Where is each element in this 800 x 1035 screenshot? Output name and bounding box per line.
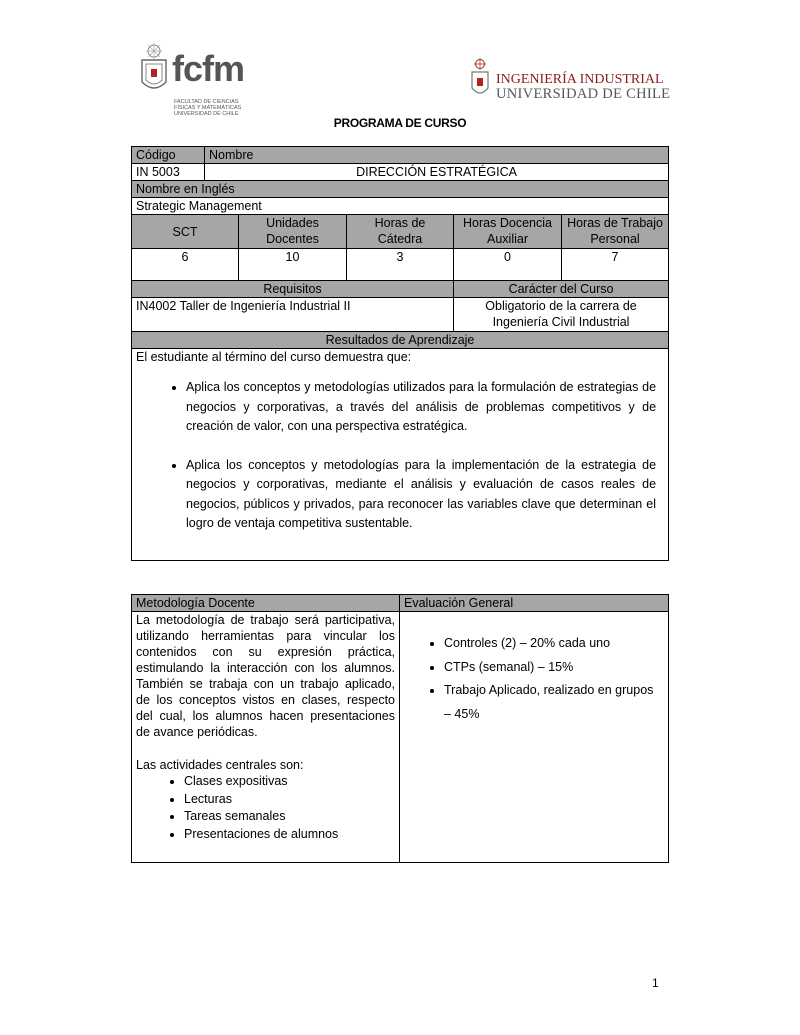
english-name-label: Nombre en Inglés bbox=[132, 181, 669, 198]
list-item: • Aplica los conceptos y metodologías para la implementación de la estrategia de negocios y corporativas, mediante el análisis y evaluación de casos reales de negocios, públicos y privados, para reconocer las variables clave que determinan el logro de ventaja competitiva sustentable. bbox=[186, 456, 656, 534]
course-code: IN 5003 bbox=[132, 164, 205, 181]
lecture-hours-value: 3 bbox=[347, 249, 454, 281]
character-label: Carácter del Curso bbox=[454, 281, 669, 298]
evaluation-cell bbox=[400, 612, 669, 863]
list-item: • Presentaciones de alumnos bbox=[184, 826, 395, 844]
results-intro: El estudiante al término del curso demuestra que: bbox=[136, 350, 412, 364]
evaluation-list bbox=[404, 632, 664, 726]
results-label: Resultados de Aprendizaje bbox=[132, 332, 669, 349]
units-value: 10 bbox=[239, 249, 347, 281]
sct-value: 6 bbox=[132, 249, 239, 281]
methodology-text: La metodología de trabajo será participativa, utilizando herramientas para vincular los contenidos con su expresión práctica, estimulando la interacción con los alumnos. También se trabaja con un trabajo aplicado, de los conceptos vistos en clases, respecto del cual, los alumnos hacen presentaciones de avance periódicas. bbox=[136, 613, 395, 739]
page-title: PROGRAMA DE CURSO bbox=[333, 116, 467, 130]
personal-hours-value: 7 bbox=[562, 249, 669, 281]
logo-line-2: UNIVERSIDAD DE CHILE bbox=[496, 86, 671, 102]
name-label: Nombre bbox=[205, 147, 669, 164]
results-list bbox=[136, 378, 664, 534]
logo-line-1: INGENIERÍA INDUSTRIAL bbox=[496, 72, 664, 87]
methodology-label: Metodología Docente bbox=[132, 595, 400, 612]
english-name: Strategic Management bbox=[132, 198, 669, 215]
university-shield-icon bbox=[138, 42, 170, 100]
university-shield-icon bbox=[470, 58, 490, 100]
list-item: • Clases expositivas bbox=[184, 773, 395, 791]
fcfm-logo bbox=[138, 42, 268, 120]
units-label: Unidades Docentes bbox=[239, 215, 347, 249]
activities-list bbox=[136, 773, 395, 843]
lecture-hours-label: Horas de Cátedra bbox=[347, 215, 454, 249]
evaluation-label: Evaluación General bbox=[400, 595, 669, 612]
requisites-value: IN4002 Taller de Ingeniería Industrial II bbox=[132, 298, 454, 332]
course-info-table bbox=[131, 146, 669, 561]
list-item: • CTPs (semanal) – 15% bbox=[444, 656, 660, 680]
activities-intro: Las actividades centrales son: bbox=[136, 758, 304, 772]
fcfm-wordmark: fcfm bbox=[172, 48, 245, 89]
methodology-evaluation-table bbox=[131, 594, 669, 863]
list-item: • Lecturas bbox=[184, 791, 395, 809]
methodology-cell bbox=[132, 612, 400, 863]
requisites-label: Requisitos bbox=[132, 281, 454, 298]
ingenieria-industrial-logo bbox=[470, 58, 670, 104]
aux-hours-label: Horas Docencia Auxiliar bbox=[454, 215, 562, 249]
code-label: Código bbox=[132, 147, 205, 164]
personal-hours-label: Horas de Trabajo Personal bbox=[562, 215, 669, 249]
results-cell bbox=[132, 349, 669, 561]
list-item: • Trabajo Aplicado, realizado en grupos – 45% bbox=[444, 679, 660, 726]
aux-hours-value: 0 bbox=[454, 249, 562, 281]
page-number: 1 bbox=[652, 976, 659, 990]
list-item: • Tareas semanales bbox=[184, 808, 395, 826]
faculty-subtitle: FACULTAD DE CIENCIAS FÍSICAS Y MATEMÁTICAS UNIVERSIDAD DE CHILE bbox=[174, 99, 242, 117]
character-value: Obligatorio de la carrera de Ingeniería Civil Industrial bbox=[454, 298, 669, 332]
course-name: DIRECCIÓN ESTRATÉGICA bbox=[205, 164, 669, 181]
sct-label: SCT bbox=[132, 215, 239, 249]
list-item: • Controles (2) – 20% cada uno bbox=[444, 632, 660, 656]
list-item: • Aplica los conceptos y metodologías utilizados para la formulación de estrategias de negocios y corporativas, a través del análisis de problemas competitivos y de creación de valor, con una perspectiva estratégica. bbox=[186, 378, 656, 437]
